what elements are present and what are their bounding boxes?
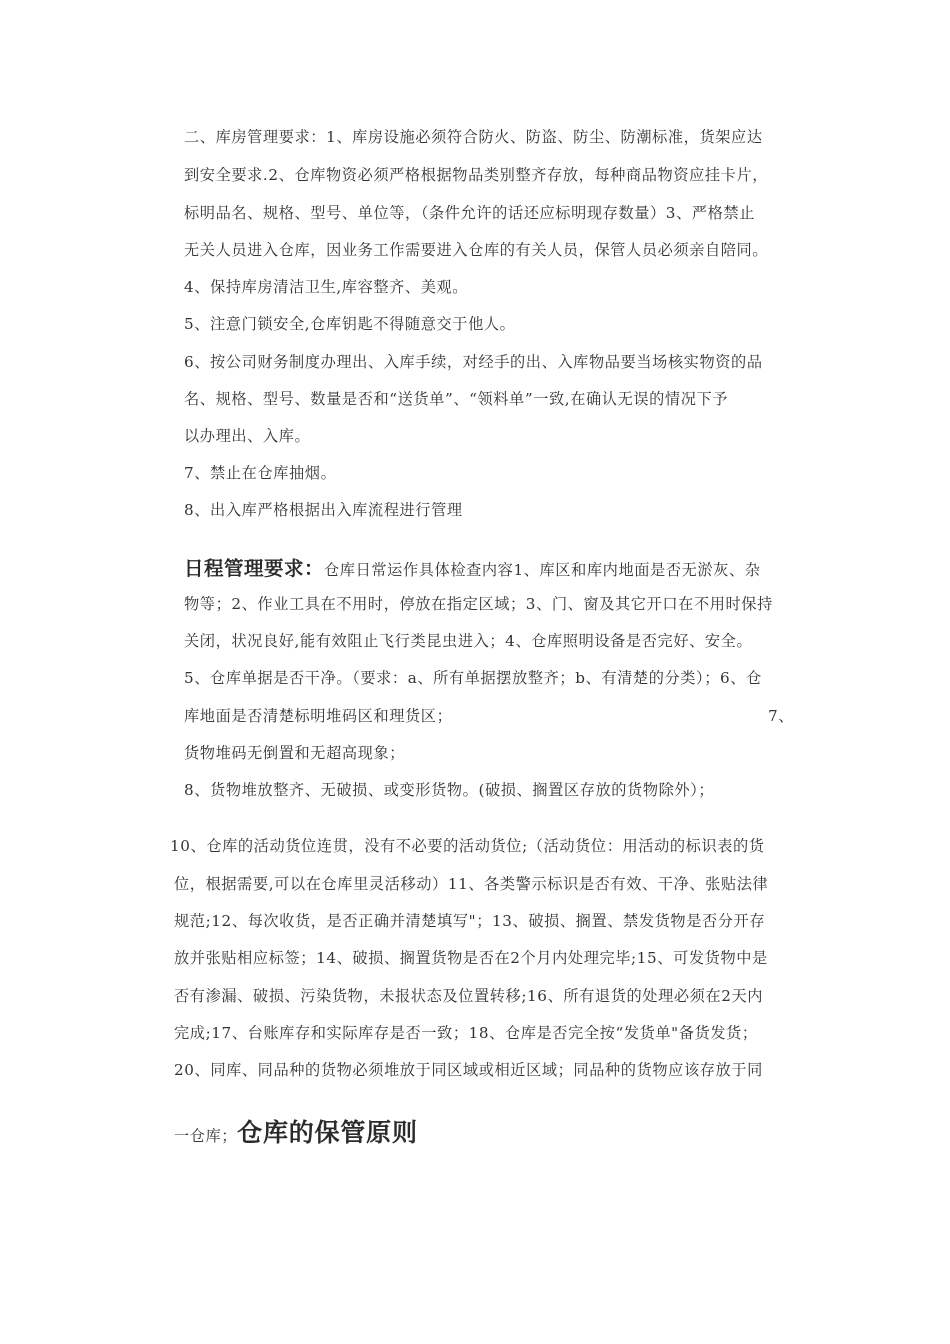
paragraph-line: 放并张贴相应标签；14、破损、搁置货物是否在2个月内处理完毕;15、可发货物中是 bbox=[174, 949, 768, 967]
paragraph-line: 关闭，状况良好,能有效阻止飞行类昆虫进入；4、仓库照明设备是否完好、安全。 bbox=[184, 632, 753, 650]
paragraph-line: 4、保持库房清洁卫生,库容整齐、美观。 bbox=[184, 278, 469, 296]
paragraph-line: 货物堆码无倒置和无超高现象； bbox=[184, 744, 406, 762]
paragraph-line: 8、出入库严格根据出入库流程进行管理 bbox=[184, 501, 463, 519]
paragraph-line: 完成;17、台账库存和实际库存是否一致；18、仓库是否完全按“发货单"备货发货； bbox=[174, 1024, 758, 1042]
paragraph-line: 到安全要求.2、仓库物资必须严格根据物品类别整齐存放，每种商品物资应挂卡片， bbox=[184, 166, 769, 184]
paragraph-line: 位，根据需要,可以在仓库里灵活移动）11、各类警示标识是否有效、干净、张贴法律 bbox=[174, 875, 769, 893]
paragraph-line: 无关人员进入仓库，因业务工作需要进入仓库的有关人员，保管人员必须亲自陪同。 bbox=[184, 241, 769, 259]
daily-first-line-text: 仓库日常运作具体检查内容1、库区和库内地面是否无淤灰、杂 bbox=[324, 561, 761, 579]
paragraph-line: 否有渗漏、破损、污染货物，未报状态及位置转移;16、所有退货的处理必须在2天内 bbox=[174, 987, 764, 1005]
paragraph-line: 5、仓库单据是否干净。（要求：a、所有单据摆放整齐；b、有清楚的分类）；6、仓 bbox=[184, 669, 762, 687]
paragraph-line: 8、货物堆放整齐、无破损、或变形货物。(破损、搁置区存放的货物除外）； bbox=[184, 781, 715, 799]
principles-line bbox=[174, 1116, 418, 1153]
paragraph-line: 以办理出、入库。 bbox=[184, 427, 311, 445]
item-7-label: 7、 bbox=[768, 707, 795, 725]
paragraph-line: 物等；2、作业工具在不用时，停放在指定区域；3、门、窗及其它开口在不用时保持 bbox=[184, 595, 773, 613]
paragraph-line: 7、禁止在仓库抽烟。 bbox=[184, 464, 337, 482]
paragraph-line: 标明品名、规格、型号、单位等，（条件允许的话还应标明现存数量）3、严格禁止 bbox=[184, 204, 756, 222]
daily-first-line bbox=[184, 556, 761, 583]
principles-prefix: 一仓库； bbox=[174, 1127, 238, 1145]
paragraph-line: 5、注意门锁安全,仓库钥匙不得随意交于他人。 bbox=[184, 315, 516, 333]
paragraph-line: 20、同库、同品种的货物必须堆放于同区域或相近区域；同品种的货物应该存放于同 bbox=[174, 1061, 763, 1079]
paragraph-line: 10、仓库的活动货位连贯，没有不必要的活动货位;（活动货位：用活动的标识表的货 bbox=[170, 837, 765, 855]
daily-management-heading: 日程管理要求： bbox=[184, 557, 325, 580]
paragraph-line: 规范;12、每次收货，是否正确并清楚填写"；13、破损、搁置、禁发货物是否分开存 bbox=[174, 912, 766, 930]
paragraph-line: 名、规格、型号、数量是否和“送货单”、“领料单”一致,在确认无误的情况下予 bbox=[184, 390, 729, 408]
principles-heading: 仓库的保管原则 bbox=[237, 1118, 418, 1147]
paragraph-line: 库地面是否清楚标明堆码区和理货区； bbox=[184, 707, 453, 725]
paragraph-line: 6、按公司财务制度办理出、入库手续，对经手的出、入库物品要当场核实物资的品 bbox=[184, 353, 763, 371]
paragraph-line: 二、库房管理要求：1、库房设施必须符合防火、防盗、防尘、防潮标准，货架应达 bbox=[184, 128, 763, 146]
